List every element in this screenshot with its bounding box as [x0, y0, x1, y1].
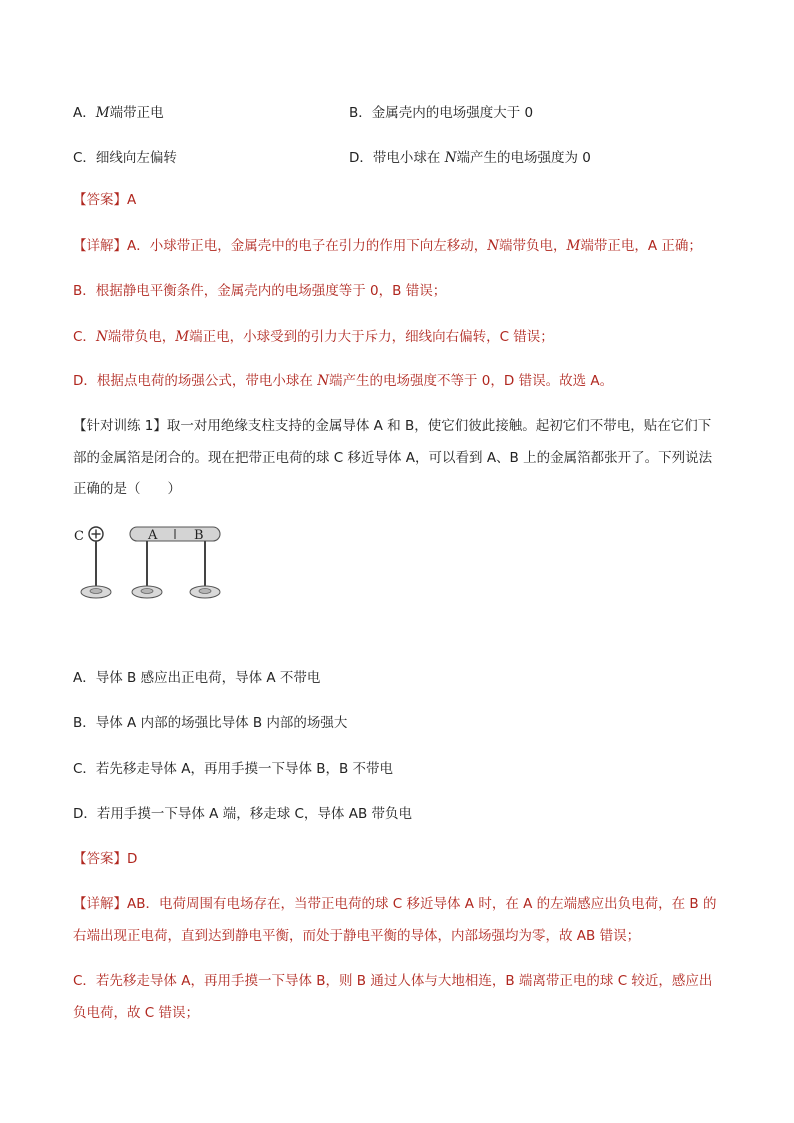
prev-explain-line4-a: D．根据点电荷的场强公式，带电小球在 [73, 373, 318, 389]
train1-option-d: D．若用手摸一下导体 A 端，移走球 C，导体 AB 带负电 [73, 806, 413, 822]
prev-explain-line3-m: M [175, 329, 190, 345]
train1-explain-line2: 右端出现正电荷，直到达到静电平衡，而处于静电平衡的导体，内部场强均为零，故 AB 错误； [73, 928, 641, 944]
figure-label-c: C [74, 529, 84, 544]
prev-option-a-suffix: 端带正电 [109, 105, 164, 121]
prev-explain-line1-c: 端带正电，A 正确； [580, 238, 702, 254]
prev-option-b: B．金属壳内的电场强度大于 0 [349, 105, 534, 121]
prev-option-d-suffix: 端产生的电场强度为 0 [456, 150, 591, 166]
stand-a-base-top [141, 589, 153, 594]
prev-option-c: C．细线向左偏转 [73, 150, 177, 166]
prev-option-d-var: N [444, 150, 457, 166]
prev-option-d [349, 146, 591, 166]
stand-c-base-top [90, 589, 102, 594]
train1-explain-line1: 【详解】AB．电荷周围有电场存在，当带正电荷的球 C 移近导体 A 时，在 A 的左端感应出负电荷，在 B 的 [73, 896, 717, 912]
prev-explain-line3-a: C． [73, 329, 96, 345]
prev-explain-line3-n: N [95, 329, 108, 345]
stand-b-base-top [199, 589, 211, 594]
train1-explain-line3: C．若先移走导体 A，再用手摸一下导体 B，则 B 通过人体与大地相连，B 端离带正电的球 C 较近，感应出 [73, 973, 713, 989]
prev-explain-line1-n: N [487, 238, 500, 254]
figure-label-a: A [148, 528, 158, 543]
prev-option-d-prefix: D．带电小球在 [349, 150, 445, 166]
prev-explain-line4 [73, 371, 613, 391]
prev-explain-line1-m: M [566, 238, 581, 254]
train1-option-c: C．若先移走导体 A，再用手摸一下导体 B，B 不带电 [73, 761, 394, 777]
prev-explain-line3-c: 端正电，小球受到的引力大于斥力，细线向右偏转，C 错误； [189, 329, 554, 345]
prev-option-a [73, 101, 164, 121]
prev-explain-line2: B．根据静电平衡条件，金属壳内的电场强度等于 0，B 错误； [73, 283, 447, 299]
train1-stem-line1: 【针对训练 1】取一对用绝缘支柱支持的金属导体 A 和 B，使它们彼此接触。起初它们不带电，贴在它们下 [73, 418, 712, 434]
prev-option-a-prefix: A． [73, 105, 96, 121]
prev-explain-line1 [73, 236, 702, 256]
prev-explain-line3-b: 端带负电， [107, 329, 176, 345]
train1-option-b: B．导体 A 内部的场强比导体 B 内部的场强大 [73, 715, 348, 731]
train1-stem-line3: 正确的是（ ） [73, 481, 181, 497]
train1-explain-line4: 负电荷，故 C 错误； [73, 1005, 200, 1021]
train1-stem-line2: 部的金属箔是闭合的。现在把带正电荷的球 C 移近导体 A，可以看到 A、B 上的金属箔都张开了。下列说法 [73, 450, 713, 466]
prev-explain-line3 [73, 327, 554, 347]
figure-label-b: B [194, 528, 204, 543]
prev-explain-line4-b: 端产生的电场强度不等于 0，D 错误。故选 A。 [329, 373, 614, 389]
conductor-figure [72, 518, 232, 604]
train1-answer: 【答案】D [73, 851, 138, 867]
train1-option-a: A．导体 B 感应出正电荷，导体 A 不带电 [73, 670, 321, 686]
prev-explain-line4-n: N [317, 373, 329, 389]
prev-answer: 【答案】A [73, 192, 137, 208]
prev-explain-line1-a: 【详解】A．小球带正电，金属壳中的电子在引力的作用下向左移动， [73, 238, 488, 254]
prev-option-a-var: M [95, 105, 110, 121]
prev-explain-line1-b: 端带负电， [499, 238, 567, 254]
